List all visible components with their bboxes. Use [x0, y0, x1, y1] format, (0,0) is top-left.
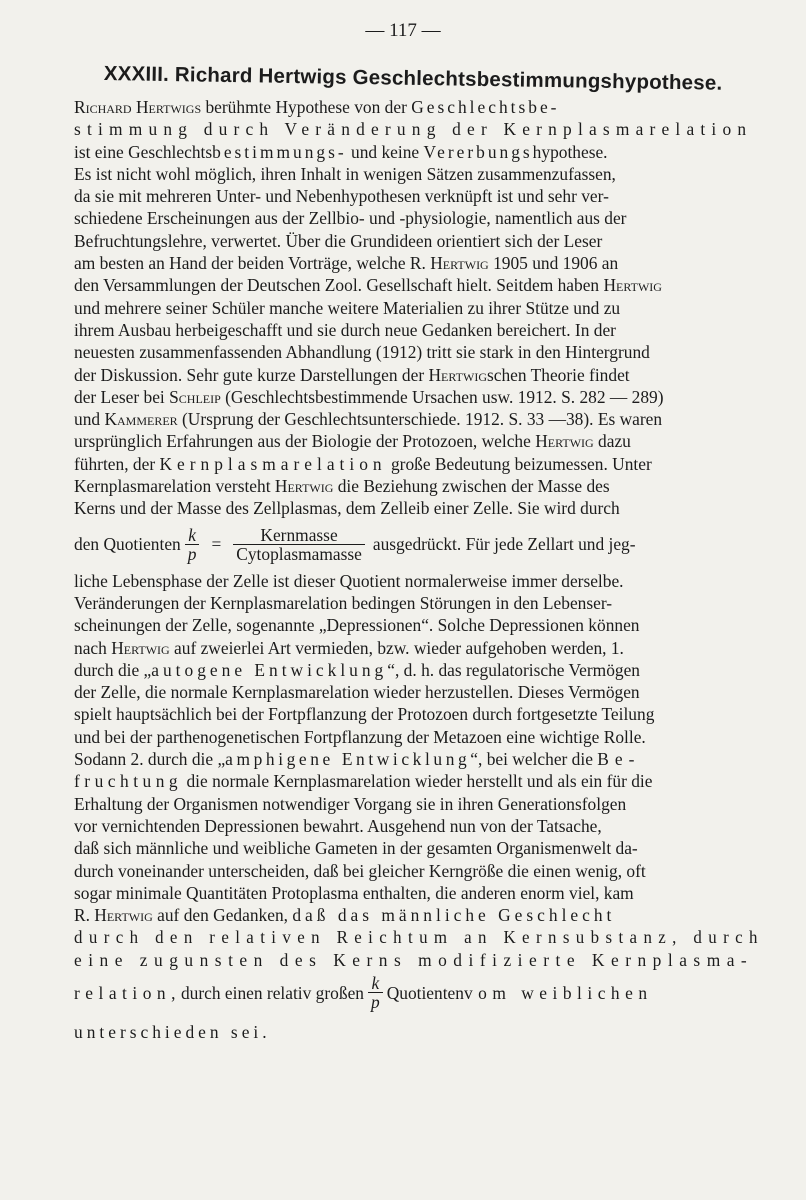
text-line-6: schiedene Erscheinungen aus der Zellbio- und -physiologie, namentlich aus der — [74, 208, 627, 229]
text-line-40: unterschieden sei. — [74, 1021, 271, 1042]
body-paragraph — [74, 96, 764, 1043]
text-line-1: Richard Hertwigs berühmte Hypothese von der Geschlechtsbe- — [74, 97, 560, 117]
text-line-14: der Leser bei Schleip (Geschlechtsbestimmende Ursachen usw. 1912. S. 282 — 289) — [74, 386, 664, 407]
text-line-19: Kerns und der Masse des Zellplasmas, dem Zelleib einer Zelle. Sie wird durch — [74, 498, 620, 519]
author-name: Richard Hertwigs — [74, 97, 202, 117]
text-line-24: nach Hertwig auf zweierlei Art vermieden, bzw. wieder aufgehoben werden, 1. — [74, 637, 624, 658]
text-line-18: Kernplasmarelation versteht Hertwig die Beziehung zwischen der Masse des — [74, 476, 610, 497]
text-line-28: und bei der parthenogenetischen Fortpflanzung der Metazoen eine wichtige Rolle. — [74, 726, 646, 747]
fraction-k-over-p-small: $\frac{k}{p}$ — [368, 974, 383, 1011]
text-line-15: und Kammerer (Ursprung der Geschlechtsunterschiede. 1912. S. 33 —38). Es waren — [74, 409, 663, 430]
text-line-3: ist eine Geschlechtsbestimmungs- und keine Vererbungshypothese. — [74, 141, 608, 162]
text-line-30: fruchtung die normale Kernplasmarelation wieder herstellt und als ein für die — [74, 771, 653, 792]
text-line-11: ihrem Ausbau herbeigeschafft und sie durch neue Gedanken bereichert. In der — [74, 319, 616, 340]
text-line-9: den Versammlungen der Deutschen Zool. Gesellschaft hielt. Seitdem haben Hertwig — [74, 275, 662, 296]
text-line-4: Es ist nicht wohl möglich, ihren Inhalt in wenigen Sätzen zusammenzufassen, — [74, 163, 616, 184]
text-line-21: liche Lebensphase der Zelle ist dieser Quotient normalerweise immer derselbe. — [74, 570, 624, 591]
text-line-16: ursprünglich Erfahrungen aus der Biologie der Protozoen, welche Hertwig dazu — [74, 431, 631, 452]
text-line-33: daß sich männliche und weibliche Gameten in der gesamten Organismenwelt da- — [74, 838, 638, 859]
text-line-35: sogar minimale Quantitäten Protoplasma enthalten, die anderen enorm viel, kam — [74, 882, 634, 903]
text-line-22: Veränderungen der Kernplasmarelation bedingen Störungen in den Lebenser- — [74, 592, 613, 613]
text-line-23: scheinungen der Zelle, sogenannte „Depressionen“. Solche Depressionen können — [74, 615, 640, 636]
section-heading: XXXIII. Richard Hertwigs Geschlechtsbestimmungshypothese. — [103, 62, 723, 95]
text-line-10: und mehrere seiner Schüler manche weitere Materialien zu ihrer Stütze und zu — [74, 297, 621, 318]
text-line-12: neuesten zusammenfassenden Abhandlung (1912) tritt sie stark in den Hintergrund — [74, 342, 650, 363]
text-line-25: durch die „autogene Entwicklung“, d. h. das regulatorische Vermögen — [74, 659, 640, 680]
text-line-27: spielt hauptsächlich bei der Fortpflanzung der Protozoen durch fortgesetzte Teilung — [74, 704, 655, 725]
text-line-17: führten, der Kernplasmarelation große Bedeutung beizumessen. Unter — [74, 453, 652, 474]
text-line-39: relation, durch einen relativ großen $\frac{k}{p}$ Quotienten vom weiblichen — [74, 973, 653, 1013]
text-line-36: R. Hertwig auf den Gedanken, daß das männliche Geschlecht — [74, 905, 616, 926]
text-line-7: Befruchtungslehre, verwertet. Über die Grundideen orientiert sich der Leser — [74, 230, 603, 251]
text-line-31: Erhaltung der Organismen notwendiger Vorgang sie in ihren Generationsfolgen — [74, 793, 627, 814]
text-line-13: der Diskussion. Sehr gute kurze Darstellungen der Hertwigschen Theorie findet — [74, 364, 630, 385]
text-line-29: Sodann 2. durch die „amphigene Entwicklung“, bei welcher die Be- — [74, 749, 641, 770]
fraction-k-over-p: $\frac{k}{p}$ — [185, 526, 200, 563]
page-number: — 117 — — [365, 20, 441, 41]
text-line-37: durch den relativen Reichtum an Kernsubstanz, durch — [74, 927, 764, 948]
fraction-kernmasse-over-cytoplasmamasse: $\frac{\text{Kernmasse}}{\text{Cytoplasmamasse}}$ — [233, 526, 365, 563]
quotient-formula: den Quotienten $\frac{k}{p}$ = $\frac{\text{Kernmasse}}{\text{Cytoplasmamasse}}$ ausgedrückt. Für jede Zellart und jeg- — [74, 525, 636, 565]
text-line-38: eine zugunsten des Kerns modifizierte Kernplasma- — [74, 949, 754, 970]
text-line-2: stimmung durch Veränderung der Kernplasmarelation — [74, 119, 753, 140]
text-line-32: vor vernichtenden Depressionen bewahrt. Ausgehend nun von der Tatsache, — [74, 815, 602, 836]
text-line-8: am besten an Hand der beiden Vorträge, welche R. Hertwig 1905 und 1906 an — [74, 253, 619, 274]
text-line-34: durch voneinander unterscheiden, daß bei gleicher Kerngröße die einen wenig, oft — [74, 860, 646, 881]
text-line-26: der Zelle, die normale Kernplasmarelation wieder herzustellen. Dieses Vermögen — [74, 682, 640, 703]
text-line-5: da sie mit mehreren Unter- und Nebenhypothesen verknüpft ist und sehr ver- — [74, 186, 609, 207]
